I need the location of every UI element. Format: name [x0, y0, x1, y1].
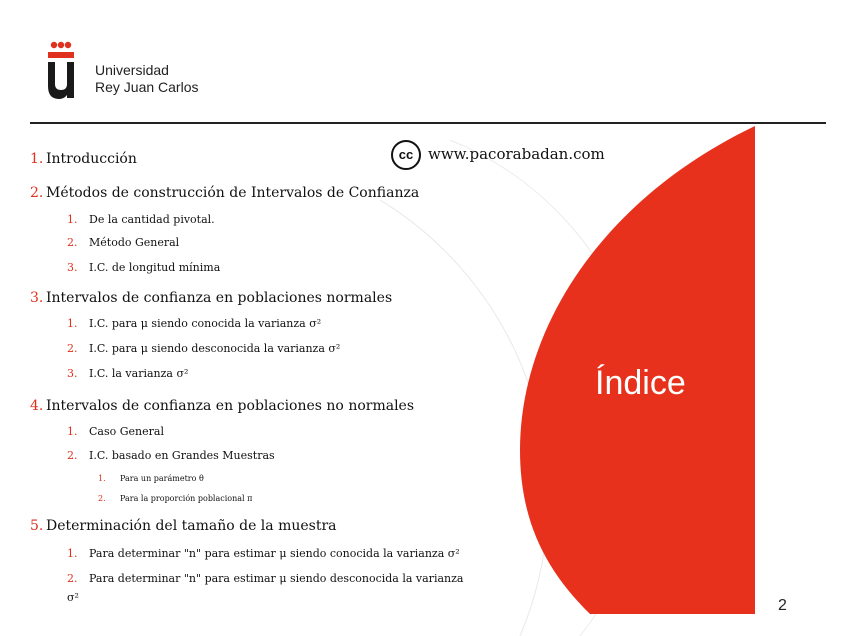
toc-item-4-2-1 [98, 474, 204, 483]
toc-number: 2. [67, 342, 78, 355]
toc-number: 5. [30, 518, 44, 534]
toc-item-2-1 [67, 213, 215, 226]
toc-text: I.C. basado en Grandes Muestras [89, 449, 275, 462]
toc-item-2-3 [67, 261, 220, 274]
toc-text: Caso General [89, 425, 164, 438]
toc-text: I.C. para μ siendo desconocida la varianza σ² [89, 342, 341, 355]
toc-number: 1. [30, 151, 44, 167]
toc-text: Para determinar "n" para estimar μ siendo conocida la varianza σ² [89, 547, 460, 560]
toc-item-5-2-continuation [67, 591, 79, 604]
section-title: Índice [595, 364, 686, 402]
toc-item-3-2 [67, 342, 340, 355]
toc-item-4-2 [67, 449, 275, 462]
university-line1: Universidad [95, 62, 169, 78]
toc-number: 4. [30, 398, 44, 414]
toc-number: 2. [67, 572, 78, 585]
toc-number: 2. [67, 236, 78, 249]
toc-text: Método General [89, 236, 180, 249]
toc-number: 2. [98, 494, 106, 503]
toc-number: 2. [30, 185, 44, 201]
toc-item-4-1 [67, 425, 164, 438]
toc-number: 1. [67, 425, 78, 438]
toc-number: 2. [67, 449, 78, 462]
toc-text: Métodos de construcción de Intervalos de Confianza [46, 185, 420, 201]
toc-number: 1. [67, 317, 78, 330]
toc-text: Para la proporción poblacional π [120, 494, 253, 503]
toc-text: I.C. para μ siendo conocida la varianza σ² [89, 317, 322, 330]
toc-text: Intervalos de confianza en poblaciones no normales [46, 398, 415, 414]
toc-section-1 [30, 151, 137, 167]
toc-number: 1. [67, 547, 78, 560]
toc-item-3-3 [67, 367, 188, 380]
toc-number: 3. [30, 290, 44, 306]
toc-text: I.C. de longitud mínima [89, 261, 221, 274]
toc-item-5-1 [67, 547, 460, 560]
toc-item-2-2 [67, 236, 179, 249]
university-line2: Rey Juan Carlos [95, 79, 199, 95]
toc-text: I.C. la varianza σ² [89, 367, 189, 380]
toc-number: 1. [67, 213, 78, 226]
toc-number: 3. [67, 261, 78, 274]
toc-section-3 [30, 290, 392, 306]
toc-section-4 [30, 398, 414, 414]
toc-number: 1. [98, 474, 106, 483]
creative-commons-icon: cc [391, 140, 421, 170]
toc-text: Determinación del tamaño de la muestra [46, 518, 337, 534]
toc-section-5 [30, 518, 337, 534]
toc-text: Introducción [46, 151, 137, 167]
toc-item-5-2 [67, 572, 463, 585]
toc-text: De la cantidad pivotal. [89, 213, 215, 226]
toc-item-3-1 [67, 317, 321, 330]
toc-section-2 [30, 185, 419, 201]
toc-text: Para un parámetro θ [120, 474, 204, 483]
toc-number: 3. [67, 367, 78, 380]
toc-item-4-2-2 [98, 494, 252, 503]
toc-text: σ² [67, 591, 79, 604]
website-url: www.pacorabadan.com [428, 145, 605, 163]
page-number: 2 [778, 597, 787, 614]
toc-text: Para determinar "n" para estimar μ siendo desconocida la varianza [89, 572, 464, 585]
toc-text: Intervalos de confianza en poblaciones normales [46, 290, 393, 306]
